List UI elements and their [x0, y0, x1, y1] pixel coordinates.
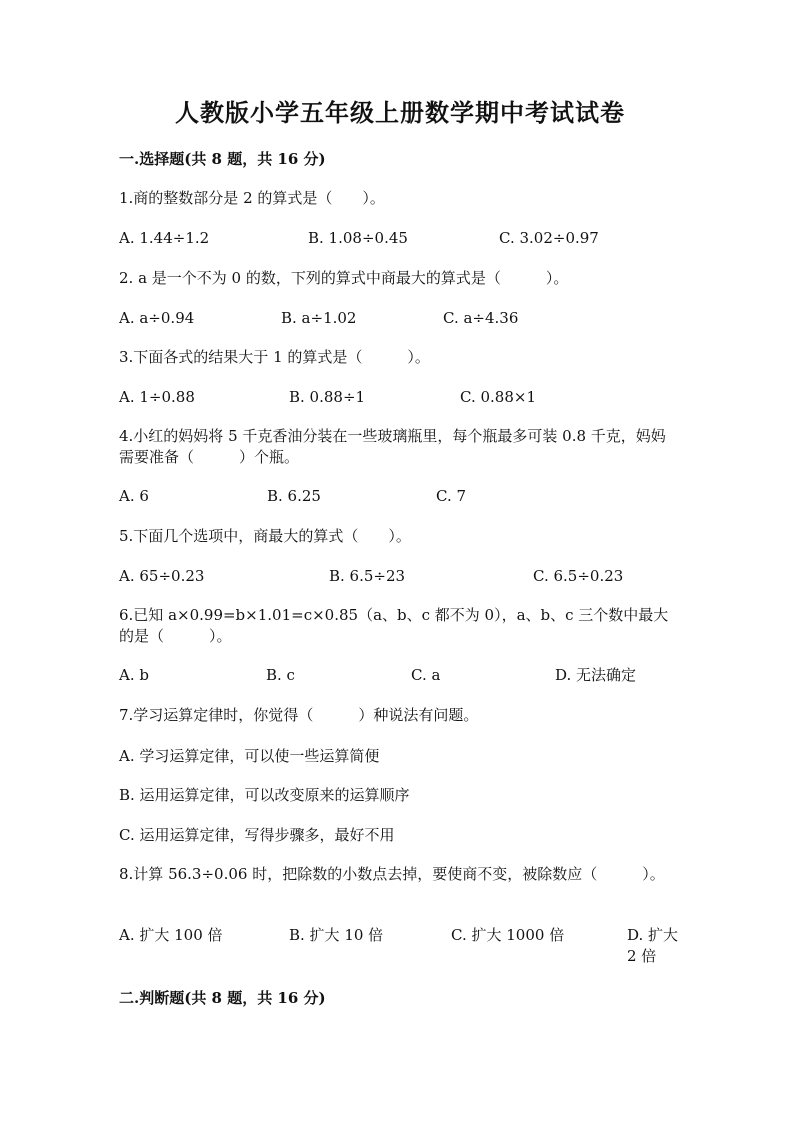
question-2-option-b: B. a÷1.02 [281, 309, 357, 327]
question-3-option-c: C. 0.88×1 [460, 388, 536, 406]
question-1-options [119, 228, 689, 270]
question-5-option-b: B. 6.5÷23 [329, 567, 406, 585]
question-7-option-a: A. 学习运算定律，可以使一些运算简便 [119, 747, 380, 765]
question-3-option-b: B. 0.88÷1 [289, 388, 366, 406]
question-4-options [119, 486, 689, 528]
question-1-option-b: B. 1.08÷0.45 [308, 229, 408, 247]
question-8-option-a: A. 扩大 100 倍 [119, 926, 223, 944]
question-6-option-d: D. 无法确定 [555, 666, 637, 684]
question-8-option-d: D. 扩大 2 倍 [627, 926, 679, 965]
question-6-stem: 6.已知 a×0.99=b×1.01=c×0.85（a、b、c 都不为 0），a、b、c 三个数中最大的是（ ）。 [119, 606, 669, 645]
question-8-option-b: B. 扩大 10 倍 [289, 926, 384, 944]
question-4-option-a: A. 6 [119, 487, 149, 505]
question-2-option-c: C. a÷4.36 [443, 309, 519, 327]
question-7-option-b: B. 运用运算定律，可以改变原来的运算顺序 [119, 786, 410, 804]
exam-title: 人教版小学五年级上册数学期中考试试卷 [175, 98, 625, 127]
question-6-option-b: B. c [266, 666, 295, 684]
question-8-options [119, 925, 689, 967]
question-5-options [119, 566, 689, 608]
question-5-option-a: A. 65÷0.23 [119, 567, 205, 585]
question-7-stem: 7.学习运算定律时，你觉得（ ）种说法有问题。 [119, 706, 479, 724]
question-3-option-a: A. 1÷0.88 [119, 388, 195, 406]
section-heading-true-false: 二.判断题(共 8 题，共 16 分) [119, 989, 326, 1007]
question-5-option-c: C. 6.5÷0.23 [533, 567, 624, 585]
question-7-option-c: C. 运用运算定律，写得步骤多，最好不用 [119, 826, 395, 844]
question-2-option-a: A. a÷0.94 [119, 309, 195, 327]
question-6-option-a: A. b [119, 666, 149, 684]
question-6-option-c: C. a [411, 666, 441, 684]
question-1-option-c: C. 3.02÷0.97 [499, 229, 599, 247]
question-8-option-c: C. 扩大 1000 倍 [451, 926, 565, 944]
question-8-stem: 8.计算 56.3÷0.06 时，把除数的小数点去掉，要使商不变，被除数应（ ）。 [119, 865, 665, 883]
question-4-option-c: C. 7 [436, 487, 467, 505]
question-2-stem: 2. a 是一个不为 0 的数，下列的算式中商最大的算式是（ ）。 [119, 269, 569, 287]
question-5-stem: 5.下面几个选项中，商最大的算式（ ）。 [119, 527, 411, 545]
question-4-option-b: B. 6.25 [267, 487, 321, 505]
question-6-options [119, 665, 689, 707]
section-heading-multiple-choice: 一.选择题(共 8 题，共 16 分) [119, 150, 326, 168]
question-3-stem: 3.下面各式的结果大于 1 的算式是（ ）。 [119, 348, 430, 366]
question-1-stem: 1.商的整数部分是 2 的算式是（ ）。 [119, 189, 385, 207]
question-4-stem: 4.小红的妈妈将 5 千克香油分装在一些玻璃瓶里，每个瓶最多可装 0.8 千克，妈妈需要准备（ ）个瓶。 [119, 427, 666, 466]
question-2-options [119, 308, 689, 350]
question-3-options [119, 387, 689, 429]
question-1-option-a: A. 1.44÷1.2 [119, 229, 210, 247]
